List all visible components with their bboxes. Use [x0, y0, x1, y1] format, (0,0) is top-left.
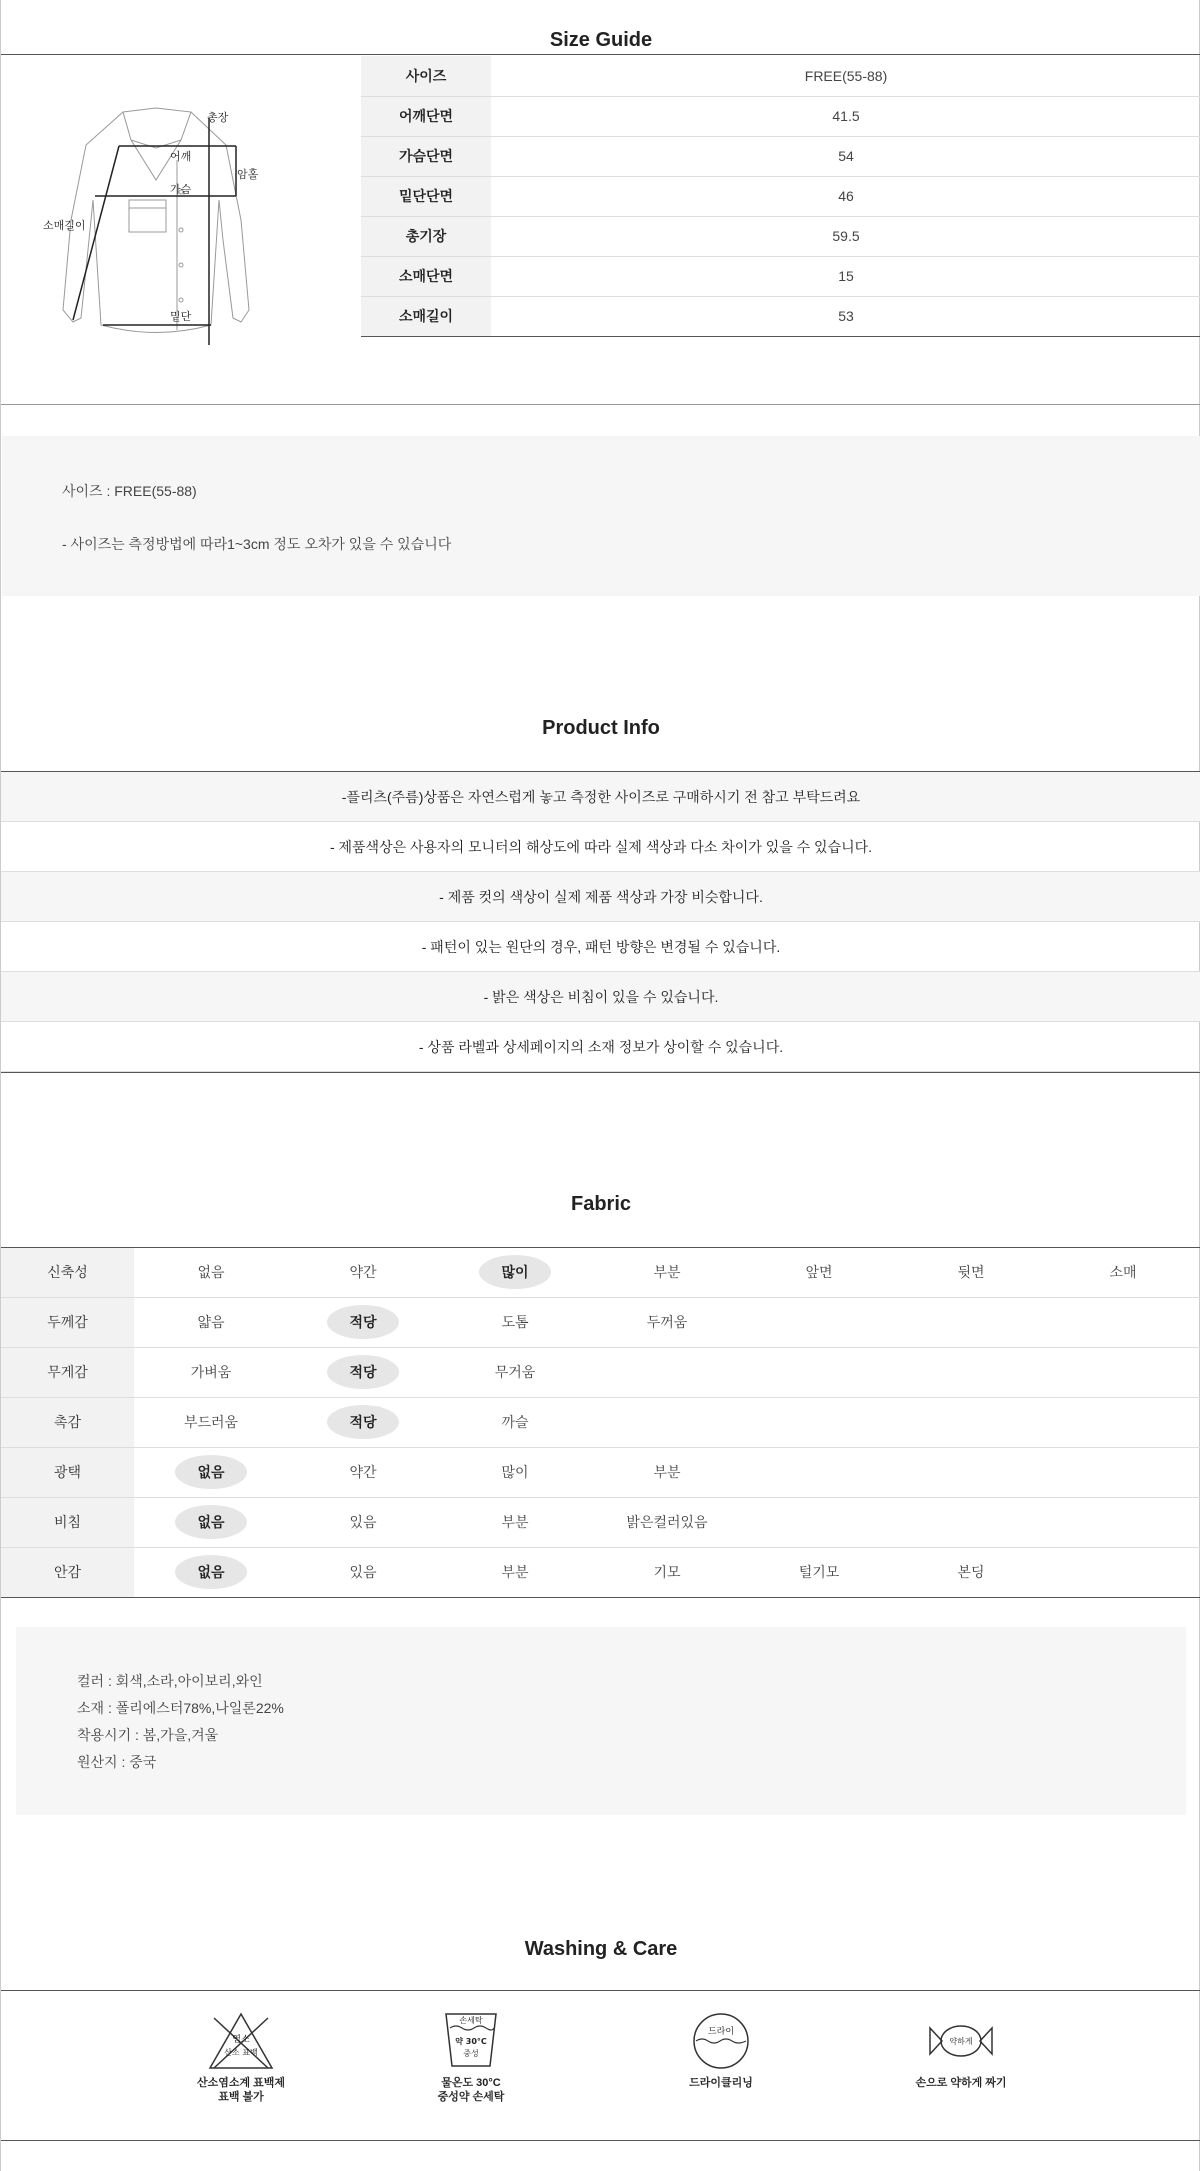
diagram-label-armhole: 암홀 — [237, 169, 259, 181]
fabric-option-text: 앞면 — [805, 1264, 833, 1280]
fabric-option-text: 있음 — [349, 1514, 377, 1530]
size-row — [361, 96, 1200, 136]
fabric-option — [439, 1548, 591, 1597]
fabric-option — [287, 1498, 439, 1547]
divider — [1, 54, 1200, 55]
fabric-row — [1, 1298, 1200, 1348]
size-row — [361, 296, 1200, 336]
fabric-row — [1, 1548, 1200, 1598]
fabric-option-text: 가벼움 — [190, 1364, 232, 1380]
fabric-option — [287, 1448, 439, 1497]
size-row — [361, 216, 1200, 256]
fabric-option-text: 부분 — [653, 1264, 681, 1280]
fabric-row-label: 촉감 — [1, 1398, 134, 1447]
fabric-option-text: 얇음 — [197, 1314, 225, 1330]
size-table — [361, 56, 1200, 337]
fabric-row — [1, 1248, 1200, 1298]
fabric-option-text: 없음 — [175, 1555, 246, 1589]
product-info-line: - 제품 컷의 색상이 실제 제품 색상과 가장 비슷합니다. — [1, 872, 1200, 922]
size-row — [361, 56, 1200, 96]
fabric-option-text: 약간 — [349, 1464, 377, 1480]
fabric-option-text: 없음 — [197, 1264, 225, 1280]
size-row-label: 가슴단면 — [361, 136, 491, 176]
diagram-label-shoulder: 어깨 — [170, 151, 192, 163]
fabric-option — [439, 1398, 591, 1447]
gentle-wring-icon — [926, 2010, 996, 2072]
fabric-option-text: 많이 — [479, 1255, 550, 1289]
fabric-option — [591, 1548, 743, 1597]
svg-text:산소 표백: 산소 표백 — [224, 2048, 258, 2057]
fabric-option — [439, 1498, 591, 1547]
care-label: 물온도 30°C — [441, 2077, 501, 2089]
fabric-option-selected — [439, 1248, 591, 1297]
dry-clean-icon — [686, 2010, 756, 2072]
fabric-option — [439, 1448, 591, 1497]
size-row — [361, 136, 1200, 176]
hand-wash-icon — [436, 2010, 506, 2072]
diagram-label-chest: 가슴 — [170, 184, 192, 196]
fabric-option — [1047, 1248, 1199, 1297]
fabric-option-text: 밝은컬러있음 — [626, 1514, 708, 1530]
care-hand-wash — [391, 2010, 551, 2104]
size-row-label: 어깨단면 — [361, 96, 491, 136]
spec-season: 착용시기 : 봄,가을,겨울 — [77, 1727, 219, 1743]
fabric-row-label: 두께감 — [1, 1298, 134, 1347]
fabric-option-text: 적당 — [327, 1355, 398, 1389]
fabric-option-text: 기모 — [653, 1564, 681, 1580]
care-label: 손으로 약하게 짜기 — [915, 2077, 1007, 2089]
size-disclaimer: - 사이즈는 측정방법에 따라1~3cm 정도 오차가 있을 수 있습니다 — [62, 536, 452, 552]
product-info-line: - 밝은 색상은 비침이 있을 수 있습니다. — [1, 972, 1200, 1022]
fabric-row-label: 비침 — [1, 1498, 134, 1547]
spec-box — [16, 1627, 1186, 1815]
divider — [1, 1990, 1200, 1991]
diagram-label-hem: 밑단 — [170, 311, 192, 323]
care-label: 중성약 손세탁 — [437, 2091, 505, 2103]
size-row-label: 총기장 — [361, 216, 491, 256]
fabric-row-label: 안감 — [1, 1548, 134, 1597]
fabric-option — [287, 1248, 439, 1297]
fabric-option — [743, 1548, 895, 1597]
fabric-option-selected — [135, 1548, 287, 1597]
size-guide-title: Size Guide — [549, 29, 653, 51]
size-note: 사이즈 : FREE(55-88) — [62, 483, 197, 499]
fabric-option-text: 털기모 — [798, 1564, 840, 1580]
diagram-label-length: 총장 — [207, 112, 229, 124]
fabric-option-text: 소매 — [1109, 1264, 1137, 1280]
fabric-option-selected — [135, 1448, 287, 1497]
divider — [1, 1072, 1200, 1073]
size-row-value: 54 — [491, 136, 1200, 176]
divider — [1, 2140, 1200, 2141]
size-row-label: 밑단단면 — [361, 176, 491, 216]
fabric-option-selected — [287, 1298, 439, 1347]
spec-color: 컬러 : 회색,소라,아이보리,와인 — [77, 1673, 263, 1689]
size-row-label: 사이즈 — [361, 56, 491, 96]
fabric-option — [895, 1548, 1047, 1597]
care-dry-clean — [641, 2010, 801, 2090]
size-row — [361, 256, 1200, 296]
care-label: 산소염소계 표백제 — [196, 2077, 286, 2089]
spec-origin: 원산지 : 중국 — [77, 1754, 157, 1770]
size-row-label: 소매단면 — [361, 256, 491, 296]
fabric-row — [1, 1348, 1200, 1398]
fabric-option — [591, 1248, 743, 1297]
fabric-option — [287, 1548, 439, 1597]
fabric-option — [743, 1248, 895, 1297]
size-row-value: 59.5 — [491, 216, 1200, 256]
size-row-label: 소매길이 — [361, 296, 491, 336]
svg-text:약하게: 약하게 — [949, 2037, 973, 2046]
svg-text:중성: 중성 — [463, 2049, 479, 2058]
size-row-value: 46 — [491, 176, 1200, 216]
care-gentle-wring — [881, 2010, 1041, 2090]
fabric-option — [135, 1398, 287, 1447]
fabric-title: Fabric — [570, 1193, 632, 1215]
spec-material: 소재 : 폴리에스터78%,나일론22% — [77, 1700, 284, 1716]
size-row-value: FREE(55-88) — [491, 56, 1200, 96]
fabric-option-text: 없음 — [175, 1455, 246, 1489]
fabric-option-text: 적당 — [327, 1305, 398, 1339]
size-row — [361, 176, 1200, 216]
fabric-option-text: 도톰 — [501, 1314, 529, 1330]
svg-text:드라이: 드라이 — [707, 2027, 735, 2037]
fabric-option-text: 부분 — [501, 1514, 529, 1530]
divider — [1, 1597, 1200, 1598]
size-row-value: 15 — [491, 256, 1200, 296]
divider — [1, 404, 1200, 405]
fabric-row — [1, 1448, 1200, 1498]
svg-text:염소: 염소 — [232, 2035, 250, 2045]
fabric-option-text: 약간 — [349, 1264, 377, 1280]
fabric-option-text: 부분 — [501, 1564, 529, 1580]
washing-title: Washing & Care — [524, 1938, 678, 1960]
fabric-option — [135, 1248, 287, 1297]
fabric-row-label: 무게감 — [1, 1348, 134, 1397]
fabric-row — [1, 1398, 1200, 1448]
fabric-option — [591, 1298, 743, 1347]
product-info-line: - 패턴이 있는 원단의 경우, 패턴 방향은 변경될 수 있습니다. — [1, 922, 1200, 972]
fabric-option — [439, 1298, 591, 1347]
size-note-box — [2, 436, 1200, 596]
svg-text:손세탁: 손세탁 — [459, 2016, 483, 2025]
fabric-option — [439, 1348, 591, 1397]
no-bleach-icon — [206, 2010, 276, 2072]
fabric-row — [1, 1498, 1200, 1548]
fabric-option — [591, 1498, 743, 1547]
fabric-option-text: 적당 — [327, 1405, 398, 1439]
fabric-option-text: 본딩 — [957, 1564, 985, 1580]
fabric-row-label: 신축성 — [1, 1248, 134, 1297]
fabric-option-text: 부분 — [653, 1464, 681, 1480]
product-info-line: - 상품 라벨과 상세페이지의 소재 정보가 상이할 수 있습니다. — [1, 1022, 1200, 1072]
fabric-option-selected — [135, 1498, 287, 1547]
fabric-option-text: 없음 — [175, 1505, 246, 1539]
fabric-option-text: 무거움 — [494, 1364, 536, 1380]
product-info-line: - 제품색상은 사용자의 모니터의 해상도에 따라 실제 색상과 다소 차이가 있을 수 있습니다. — [1, 822, 1200, 872]
product-info-line: -플리츠(주름)상품은 자연스럽게 놓고 측정한 사이즈로 구매하시기 전 참고 부탁드려요 — [1, 772, 1200, 822]
fabric-option — [591, 1448, 743, 1497]
fabric-row-label: 광택 — [1, 1448, 134, 1497]
fabric-option-selected — [287, 1348, 439, 1397]
diagram-label-sleeve-length: 소매길이 — [43, 220, 86, 232]
fabric-option — [895, 1248, 1047, 1297]
fabric-option-text: 많이 — [501, 1464, 529, 1480]
size-row-value: 41.5 — [491, 96, 1200, 136]
care-no-bleach — [161, 2010, 321, 2104]
fabric-option-selected — [287, 1398, 439, 1447]
product-info-title: Product Info — [542, 717, 660, 739]
svg-text:약 30°C: 약 30°C — [455, 2037, 487, 2046]
fabric-option-text: 까슬 — [501, 1414, 529, 1430]
fabric-option — [135, 1348, 287, 1397]
care-label: 표백 불가 — [218, 2091, 264, 2103]
fabric-option-text: 두꺼움 — [646, 1314, 688, 1330]
fabric-option-text: 있음 — [349, 1564, 377, 1580]
fabric-option-text: 뒷면 — [957, 1264, 985, 1280]
fabric-option-text: 부드러움 — [183, 1414, 239, 1430]
size-row-value: 53 — [491, 296, 1200, 336]
care-label: 드라이클리닝 — [689, 2077, 753, 2089]
fabric-option — [135, 1298, 287, 1347]
